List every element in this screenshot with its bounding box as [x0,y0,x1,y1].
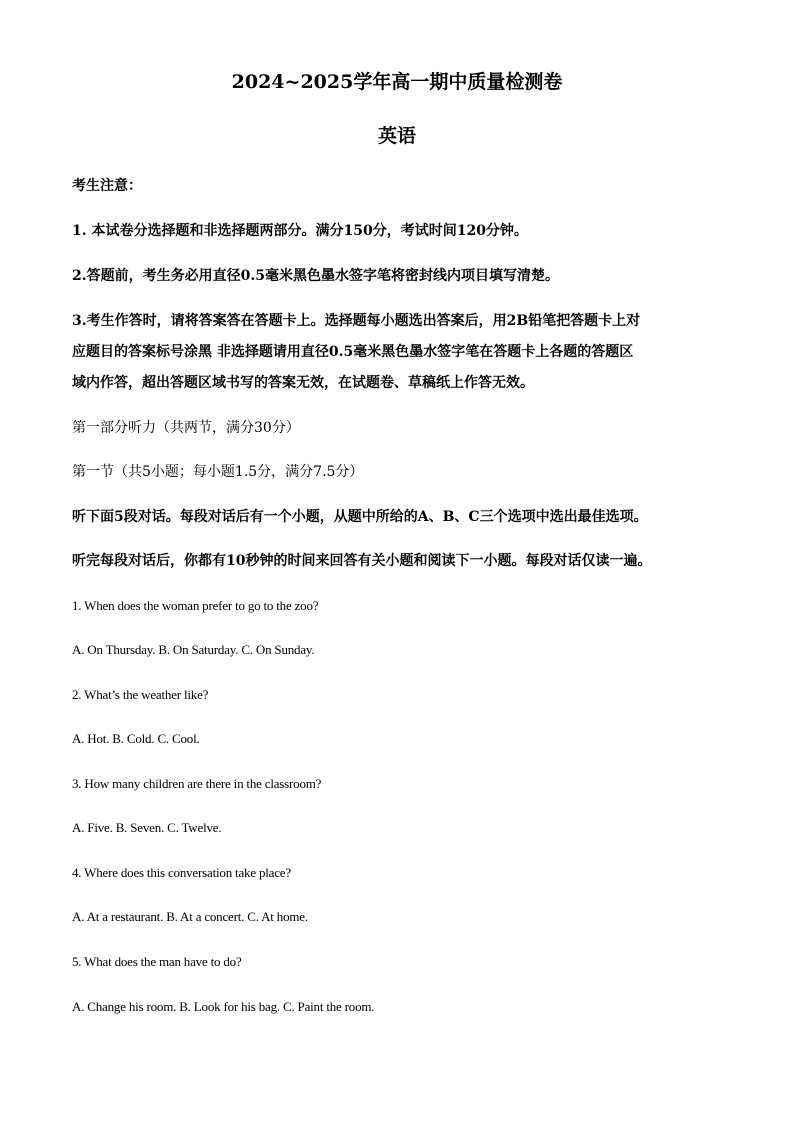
instruction-line-1: 听下面5段对话。每段对话后有一个小题，从题中所给的A、B、C三个选项中选出最佳选项。 [72,509,648,525]
question-3-options: A. Five. B. Seven. C. Twelve. [72,820,222,835]
question-2-options: A. Hot. B. Cold. C. Cool. [72,731,200,746]
section1-heading: 第一节（共5小题；每小题1.5分，满分7.5分） [72,464,364,480]
note-item-2: 2.答题前，考生务必用直径0.5毫米黑色墨水签字笔将密封线内项目填写清楚。 [72,268,559,284]
question-3: 3. How many children are there in the classroom? [72,776,322,791]
notes-heading: 考生注意： [72,178,142,194]
note-item-1: 1. 本试卷分选择题和非选择题两部分。满分150分，考试时间120分钟。 [72,223,528,239]
exam-title: 2024~2025学年高一期中质量检测卷 [231,71,563,93]
note-item-3-line-2: 应题目的答案标号涂黑 非选择题请用直径0.5毫米黑色墨水签字笔在答题卡上各题的答题区 [72,344,634,360]
question-2: 2. What’s the weather like? [72,687,209,702]
note-item-3-line-1: 3.考生作答时，请将答案答在答题卡上。选择题每小题选出答案后，用2B铅笔把答题卡上对 [72,313,641,329]
question-4-options: A. At a restaurant. B. At a concert. C. At home. [72,909,308,924]
part1-heading: 第一部分听力（共两节，满分30分） [72,420,300,436]
exam-subject: 英语 [377,125,416,147]
question-4: 4. Where does this conversation take place? [72,865,291,880]
question-5: 5. What does the man have to do? [72,954,242,969]
question-5-options: A. Change his room. B. Look for his bag. C. Paint the room. [72,999,375,1014]
question-1: 1. When does the woman prefer to go to the zoo? [72,598,319,613]
question-1-options: A. On Thursday. B. On Saturday. C. On Sunday. [72,642,315,657]
instruction-line-2: 听完每段对话后，你都有10秒钟的时间来回答有关小题和阅读下一小题。每段对话仅读一遍。 [72,553,652,569]
note-item-3-line-3: 域内作答，超出答题区域书写的答案无效，在试题卷、草稿纸上作答无效。 [72,375,534,391]
